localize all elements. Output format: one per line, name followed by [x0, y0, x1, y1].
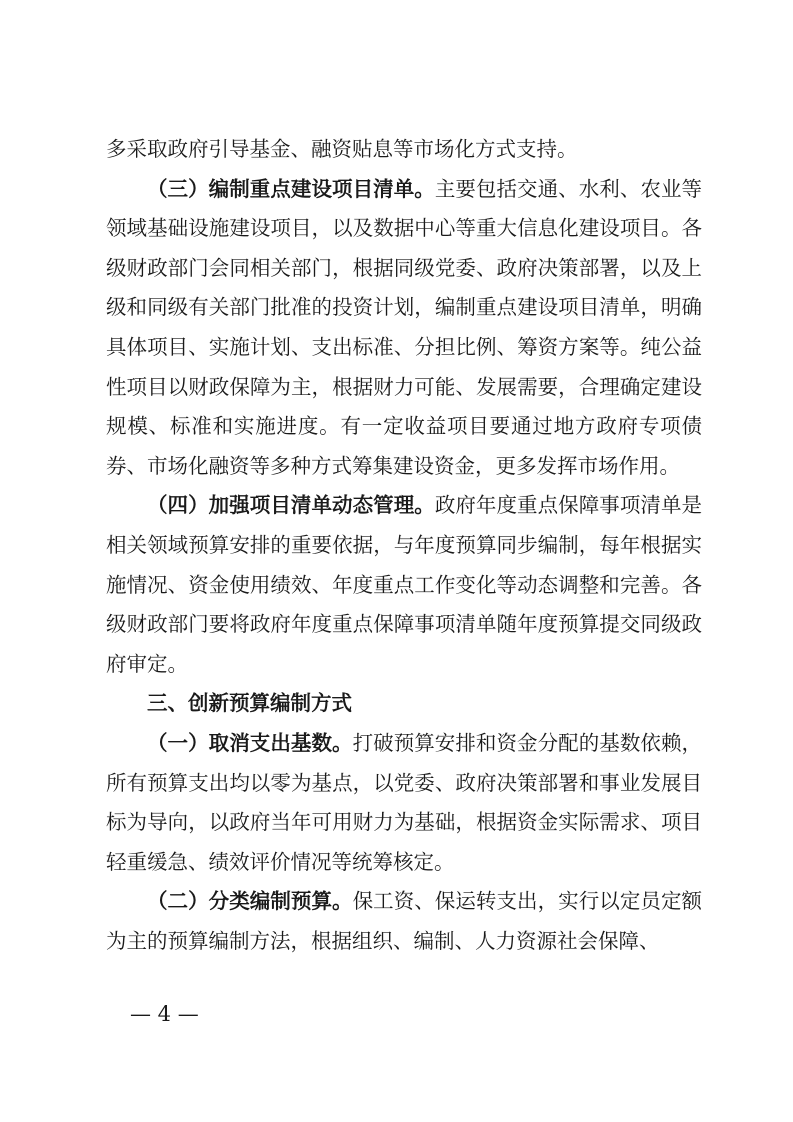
page-number: — 4 — [130, 1002, 199, 1026]
paragraph-key-projects [106, 170, 702, 487]
paragraph-cancel-base [106, 724, 702, 882]
paragraph-text: 政府年度重点保障事项清单是相关领域预算安排的重要依据，与年度预算同步编制，每年根据实施情况、资金使用绩效、年度重点工作变化等动态调整和完善。各级财政部门要将政府年度重点保障事项清单随年度预算提交同级政府审定。 [106, 493, 703, 676]
body-text [106, 130, 702, 961]
paragraph-lead: （三）编制重点建设项目清单。 [147, 176, 435, 201]
paragraph-text: 保工资、保运转支出，实行以定员定额为主的预算编制方法，根据组织、编制、人力资源社会保障、 [106, 889, 703, 953]
paragraph-text: 主要包括交通、水利、农业等领域基础设施建设项目，以及数据中心等重大信息化建设项目。各级财政部门会同相关部门，根据同级党委、政府决策部署，以及上级和同级有关部门批准的投资计划，编制重点建设项目清单，明确具体项目、实施计划、支出标准、分担比例、筹资方案等。纯公益性项目以财政保障为主，根据财力可能、发展需要，合理确定建设规模、标准和实施进度。有一定收益项目要通过地方政府专项债券、市场化融资等多种方式筹集建设资金，更多发挥市场作用。 [106, 176, 703, 478]
paragraph-lead: （二）分类编制预算。 [147, 889, 353, 914]
paragraph-lead: （四）加强项目清单动态管理。 [147, 493, 435, 518]
paragraph-text: 多采取政府引导基金、融资贴息等市场化方式支持。 [106, 137, 578, 161]
paragraph-text: 打破预算安排和资金分配的基数依赖，所有预算支出均以零为基点，以党委、政府决策部署和事业发展目标为导向，以政府当年可用财力为基础，根据资金实际需求、项目轻重缓急、绩效评价情况等统筹核定。 [106, 730, 703, 874]
paragraph-dynamic-management [106, 486, 702, 684]
section-heading: 三、创新预算编制方式 [147, 691, 352, 716]
paragraph-classified-budget [106, 882, 702, 961]
paragraph-continuation [106, 130, 702, 170]
paragraph-lead: （一）取消支出基数。 [147, 730, 353, 755]
